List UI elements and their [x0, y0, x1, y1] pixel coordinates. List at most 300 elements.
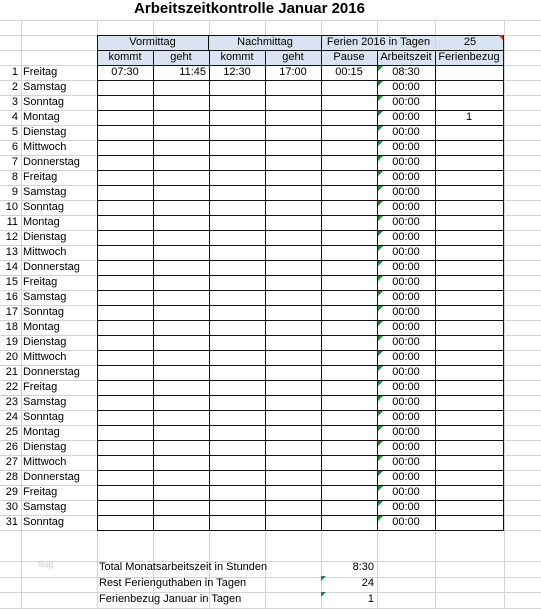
sheet-title[interactable]: Arbeitszeitkontrolle Januar 2016	[134, 0, 365, 17]
cell-arbeitszeit[interactable]: 00:00	[392, 501, 420, 513]
cell-nm-geht[interactable]	[265, 215, 321, 230]
day-name[interactable]: Donnerstag	[23, 261, 80, 273]
cell-vm-geht[interactable]	[153, 395, 209, 410]
day-name[interactable]: Mittwoch	[23, 351, 67, 363]
cell-pause[interactable]	[321, 185, 377, 200]
cell-ferienbezug[interactable]	[435, 335, 503, 350]
cell-nm-geht[interactable]	[265, 305, 321, 320]
cell-nm-kommt[interactable]	[209, 500, 265, 515]
summary-bezug-value[interactable]: 1	[367, 593, 374, 605]
day-name[interactable]: Samstag	[23, 501, 67, 513]
day-number[interactable]: 30	[5, 501, 18, 513]
cell-arbeitszeit[interactable]: 00:00	[392, 306, 420, 318]
cell-pause[interactable]	[321, 95, 377, 110]
cell-pause[interactable]	[321, 485, 377, 500]
cell-vm-geht[interactable]	[153, 230, 209, 245]
cell-ferienbezug[interactable]	[435, 140, 503, 155]
cell-pause[interactable]: 00:15	[335, 66, 363, 78]
day-number[interactable]: 13	[5, 246, 18, 258]
cell-nm-kommt[interactable]	[209, 365, 265, 380]
cell-vm-geht[interactable]	[153, 335, 209, 350]
day-number[interactable]: 15	[5, 276, 18, 288]
cell-nm-kommt[interactable]	[209, 95, 265, 110]
cell-vm-geht[interactable]	[153, 425, 209, 440]
header-nachmittag[interactable]: Nachmittag	[237, 36, 293, 48]
day-number[interactable]: 25	[5, 426, 18, 438]
day-number[interactable]: 29	[5, 486, 18, 498]
cell-ferienbezug[interactable]	[435, 410, 503, 425]
day-name[interactable]: Freitag	[23, 66, 58, 78]
cell-nm-geht[interactable]	[265, 140, 321, 155]
day-number[interactable]: 27	[5, 456, 18, 468]
cell-arbeitszeit[interactable]: 00:00	[392, 156, 420, 168]
day-number[interactable]: 21	[5, 366, 18, 378]
cell-nm-kommt[interactable]	[209, 230, 265, 245]
cell-ferienbezug[interactable]	[435, 500, 503, 515]
cell-vm-geht[interactable]	[153, 440, 209, 455]
header-ferien-label[interactable]: Ferien 2016 in Tagen	[326, 36, 431, 48]
cell-arbeitszeit[interactable]: 00:00	[392, 141, 420, 153]
cell-vm-geht[interactable]	[153, 215, 209, 230]
cell-nm-geht[interactable]	[265, 170, 321, 185]
cell-nm-kommt[interactable]	[209, 395, 265, 410]
cell-pause[interactable]	[321, 380, 377, 395]
day-name[interactable]: Freitag	[23, 381, 58, 393]
cell-arbeitszeit[interactable]: 00:00	[392, 246, 420, 258]
day-name[interactable]: Samstag	[23, 81, 67, 93]
cell-pause[interactable]	[321, 320, 377, 335]
cell-vm-geht[interactable]	[153, 290, 209, 305]
formula-marker	[378, 471, 383, 476]
day-number[interactable]: 8	[11, 171, 18, 183]
cell-pause[interactable]	[321, 275, 377, 290]
cell-vm-geht[interactable]	[153, 350, 209, 365]
day-name[interactable]: Samstag	[23, 291, 67, 303]
cell-vm-kommt[interactable]	[97, 380, 153, 395]
summary-total-label[interactable]: Total Monatsarbeitszeit in Stunden	[99, 561, 268, 573]
border-h	[97, 530, 504, 531]
cell-ferienbezug[interactable]	[435, 170, 503, 185]
day-number[interactable]: 17	[5, 306, 18, 318]
cell-ferienbezug[interactable]	[435, 245, 503, 260]
header-vm-geht[interactable]: geht	[170, 51, 192, 63]
cell-ferienbezug[interactable]	[435, 185, 503, 200]
cell-ferienbezug[interactable]	[435, 485, 503, 500]
cell-arbeitszeit[interactable]: 00:00	[392, 471, 420, 483]
cell-vm-geht[interactable]	[153, 200, 209, 215]
day-number[interactable]: 26	[5, 441, 18, 453]
cell-nm-kommt[interactable]	[209, 425, 265, 440]
cell-vm-kommt[interactable]	[97, 410, 153, 425]
cell-vm-kommt[interactable]	[97, 350, 153, 365]
cell-nm-kommt[interactable]	[209, 110, 265, 125]
cell-nm-geht[interactable]	[265, 485, 321, 500]
cell-pause[interactable]	[321, 110, 377, 125]
cell-vm-geht[interactable]: 11:45	[179, 66, 206, 78]
cell-vm-kommt[interactable]	[97, 500, 153, 515]
day-number[interactable]: 19	[5, 336, 18, 348]
cell-arbeitszeit[interactable]: 00:00	[392, 216, 420, 228]
day-number[interactable]: 2	[11, 81, 18, 93]
cell-nm-geht[interactable]	[265, 275, 321, 290]
cell-pause[interactable]	[321, 125, 377, 140]
cell-nm-geht[interactable]	[265, 290, 321, 305]
cell-nm-kommt[interactable]	[209, 245, 265, 260]
day-name[interactable]: Montag	[23, 321, 60, 333]
day-number[interactable]: 28	[5, 471, 18, 483]
cell-ferienbezug[interactable]	[435, 350, 503, 365]
day-name[interactable]: Mittwoch	[23, 456, 67, 468]
cell-ferienbezug[interactable]	[435, 470, 503, 485]
day-name[interactable]: Mittwoch	[23, 141, 67, 153]
cell-ferienbezug[interactable]	[435, 365, 503, 380]
cell-vm-geht[interactable]	[153, 455, 209, 470]
cell-nm-kommt[interactable]	[209, 200, 265, 215]
cell-ferienbezug[interactable]	[435, 80, 503, 95]
day-name[interactable]: Freitag	[23, 276, 58, 288]
header-arbeitszeit[interactable]: Arbeitszeit	[380, 51, 432, 63]
cell-nm-kommt[interactable]	[209, 335, 265, 350]
cell-vm-kommt[interactable]	[97, 140, 153, 155]
cell-vm-kommt[interactable]	[97, 200, 153, 215]
cell-arbeitszeit[interactable]: 00:00	[392, 366, 420, 378]
cell-nm-geht[interactable]	[265, 125, 321, 140]
cell-vm-geht[interactable]	[153, 95, 209, 110]
cell-ferienbezug[interactable]	[435, 380, 503, 395]
cell-vm-geht[interactable]	[153, 305, 209, 320]
summary-total-value[interactable]: 8:30	[352, 561, 374, 573]
day-number[interactable]: 31	[5, 516, 18, 528]
day-name[interactable]: Dienstag	[23, 441, 67, 453]
cell-vm-kommt[interactable]	[97, 215, 153, 230]
cell-pause[interactable]	[321, 80, 377, 95]
cell-nm-kommt[interactable]	[209, 455, 265, 470]
cell-pause[interactable]	[321, 515, 377, 530]
cell-arbeitszeit[interactable]: 00:00	[392, 261, 420, 273]
cell-vm-kommt[interactable]	[97, 245, 153, 260]
cell-nm-kommt[interactable]	[209, 485, 265, 500]
cell-ferienbezug[interactable]	[435, 200, 503, 215]
day-name[interactable]: Freitag	[23, 171, 58, 183]
cell-vm-kommt[interactable]	[97, 155, 153, 170]
cell-pause[interactable]	[321, 245, 377, 260]
cell-ferienbezug[interactable]	[435, 455, 503, 470]
cell-arbeitszeit[interactable]: 00:00	[392, 171, 420, 183]
cell-pause[interactable]	[321, 455, 377, 470]
cell-ferienbezug[interactable]	[435, 65, 503, 80]
cell-pause[interactable]	[321, 230, 377, 245]
day-number[interactable]: 22	[5, 381, 18, 393]
cell-pause[interactable]	[321, 365, 377, 380]
cell-ferienbezug[interactable]: 1	[465, 111, 473, 123]
day-name[interactable]: Samstag	[23, 186, 67, 198]
cell-nm-geht[interactable]	[265, 110, 321, 125]
cell-vm-kommt[interactable]	[97, 290, 153, 305]
day-number[interactable]: 23	[5, 396, 18, 408]
summary-rest-value[interactable]: 24	[361, 577, 374, 589]
cell-vm-kommt[interactable]	[97, 425, 153, 440]
header-ferien-value[interactable]: 25	[463, 36, 477, 48]
day-number[interactable]: 3	[11, 96, 18, 108]
cell-ferienbezug[interactable]	[435, 275, 503, 290]
cell-nm-kommt[interactable]	[209, 125, 265, 140]
cell-ferienbezug[interactable]	[435, 395, 503, 410]
day-name[interactable]: Mittwoch	[23, 246, 67, 258]
day-name[interactable]: Sonntag	[23, 411, 64, 423]
cell-pause[interactable]	[321, 395, 377, 410]
cell-nm-kommt[interactable]	[209, 275, 265, 290]
cell-arbeitszeit[interactable]: 00:00	[392, 186, 420, 198]
cell-nm-geht[interactable]	[265, 95, 321, 110]
day-name[interactable]: Montag	[23, 216, 60, 228]
cell-pause[interactable]	[321, 500, 377, 515]
cell-arbeitszeit[interactable]: 00:00	[392, 441, 420, 453]
cell-vm-geht[interactable]	[153, 245, 209, 260]
day-number[interactable]: 4	[11, 111, 18, 123]
cell-nm-geht[interactable]	[265, 335, 321, 350]
cell-arbeitszeit[interactable]: 00:00	[392, 126, 420, 138]
cell-nm-kommt[interactable]	[209, 470, 265, 485]
cell-vm-kommt[interactable]	[97, 305, 153, 320]
cell-pause[interactable]	[321, 425, 377, 440]
cell-pause[interactable]	[321, 260, 377, 275]
cell-vm-kommt[interactable]	[97, 170, 153, 185]
cell-vm-kommt[interactable]	[97, 260, 153, 275]
cell-arbeitszeit[interactable]: 00:00	[392, 396, 420, 408]
cell-arbeitszeit[interactable]: 00:00	[392, 291, 420, 303]
day-name[interactable]: Sonntag	[23, 516, 64, 528]
cell-arbeitszeit[interactable]: 00:00	[392, 516, 420, 528]
cell-nm-kommt[interactable]: 12:30	[223, 66, 251, 78]
cell-pause[interactable]	[321, 470, 377, 485]
day-name[interactable]: Montag	[23, 426, 60, 438]
cell-vm-geht[interactable]	[153, 140, 209, 155]
day-name[interactable]: Dienstag	[23, 126, 67, 138]
cell-arbeitszeit[interactable]: 00:00	[392, 426, 420, 438]
cell-nm-geht[interactable]	[265, 515, 321, 530]
cell-arbeitszeit[interactable]: 00:00	[392, 81, 420, 93]
cell-arbeitszeit[interactable]: 08:30	[392, 66, 420, 78]
summary-rest-label[interactable]: Rest Ferienguthaben in Tagen	[99, 577, 247, 589]
cell-ferienbezug[interactable]	[435, 425, 503, 440]
cell-pause[interactable]	[321, 215, 377, 230]
day-number[interactable]: 24	[5, 411, 18, 423]
day-name[interactable]: Freitag	[23, 486, 58, 498]
cell-pause[interactable]	[321, 350, 377, 365]
cell-vm-kommt[interactable]	[97, 320, 153, 335]
day-name[interactable]: Sonntag	[23, 306, 64, 318]
day-number[interactable]: 16	[5, 291, 18, 303]
cell-nm-geht[interactable]	[265, 395, 321, 410]
cell-vm-kommt[interactable]	[97, 110, 153, 125]
cell-vm-kommt[interactable]	[97, 440, 153, 455]
cell-vm-kommt[interactable]	[97, 125, 153, 140]
cell-nm-geht[interactable]	[265, 380, 321, 395]
cell-arbeitszeit[interactable]: 00:00	[392, 276, 420, 288]
cell-nm-geht[interactable]	[265, 260, 321, 275]
cell-arbeitszeit[interactable]: 00:00	[392, 381, 420, 393]
cell-pause[interactable]	[321, 440, 377, 455]
day-number[interactable]: 7	[11, 156, 18, 168]
day-number[interactable]: 6	[11, 141, 18, 153]
day-name[interactable]: Sonntag	[23, 96, 64, 108]
day-number[interactable]: 14	[5, 261, 18, 273]
cell-vm-geht[interactable]	[153, 365, 209, 380]
day-name[interactable]: Samstag	[23, 396, 67, 408]
cell-vm-kommt[interactable]	[97, 485, 153, 500]
day-name[interactable]: Dienstag	[23, 336, 67, 348]
cell-arbeitszeit[interactable]: 00:00	[392, 111, 420, 123]
formula-marker	[378, 156, 383, 161]
cell-nm-kommt[interactable]	[209, 155, 265, 170]
cell-vm-geht[interactable]	[153, 515, 209, 530]
cell-vm-kommt[interactable]	[97, 395, 153, 410]
header-vm-kommt[interactable]: kommt	[108, 51, 142, 63]
cell-nm-geht[interactable]	[265, 185, 321, 200]
cell-vm-kommt[interactable]	[97, 80, 153, 95]
cell-nm-kommt[interactable]	[209, 305, 265, 320]
cell-nm-kommt[interactable]	[209, 185, 265, 200]
cell-ferienbezug[interactable]	[435, 305, 503, 320]
day-name[interactable]: Donnerstag	[23, 366, 80, 378]
cell-pause[interactable]	[321, 200, 377, 215]
cell-arbeitszeit[interactable]: 00:00	[392, 231, 420, 243]
cell-pause[interactable]	[321, 410, 377, 425]
cell-nm-geht[interactable]	[265, 80, 321, 95]
cell-vm-kommt[interactable]	[97, 335, 153, 350]
cell-ferienbezug[interactable]	[435, 155, 503, 170]
cell-nm-geht[interactable]	[265, 470, 321, 485]
day-name[interactable]: Donnerstag	[23, 156, 80, 168]
cell-nm-kommt[interactable]	[209, 260, 265, 275]
cell-pause[interactable]	[321, 335, 377, 350]
cell-vm-kommt[interactable]	[97, 365, 153, 380]
day-number[interactable]: 18	[5, 321, 18, 333]
cell-vm-kommt[interactable]	[97, 275, 153, 290]
cell-arbeitszeit[interactable]: 00:00	[392, 336, 420, 348]
header-nm-kommt[interactable]: kommt	[220, 51, 254, 63]
day-number[interactable]: 9	[11, 186, 18, 198]
cell-ferienbezug[interactable]	[435, 290, 503, 305]
cell-vm-kommt[interactable]	[97, 95, 153, 110]
cell-vm-geht[interactable]	[153, 125, 209, 140]
cell-nm-kommt[interactable]	[209, 140, 265, 155]
cell-pause[interactable]	[321, 140, 377, 155]
cell-pause[interactable]	[321, 170, 377, 185]
day-name[interactable]: Montag	[23, 111, 60, 123]
cell-vm-kommt[interactable]	[97, 230, 153, 245]
cell-nm-kommt[interactable]	[209, 380, 265, 395]
cell-pause[interactable]	[321, 305, 377, 320]
cell-nm-geht[interactable]	[265, 245, 321, 260]
cell-pause[interactable]	[321, 290, 377, 305]
cell-vm-geht[interactable]	[153, 410, 209, 425]
cell-nm-geht[interactable]	[265, 200, 321, 215]
cell-nm-kommt[interactable]	[209, 320, 265, 335]
cell-nm-geht[interactable]: 17:00	[279, 66, 307, 78]
cell-vm-kommt[interactable]	[97, 455, 153, 470]
day-name[interactable]: Sonntag	[23, 201, 64, 213]
cell-vm-geht[interactable]	[153, 380, 209, 395]
cell-vm-geht[interactable]	[153, 320, 209, 335]
cell-nm-geht[interactable]	[265, 350, 321, 365]
cell-vm-geht[interactable]	[153, 485, 209, 500]
cell-arbeitszeit[interactable]: 00:00	[392, 96, 420, 108]
header-pause[interactable]: Pause	[333, 51, 365, 63]
cell-nm-kommt[interactable]	[209, 410, 265, 425]
day-number[interactable]: 20	[5, 351, 18, 363]
cell-nm-geht[interactable]	[265, 365, 321, 380]
cell-vm-geht[interactable]	[153, 170, 209, 185]
cell-arbeitszeit[interactable]: 00:00	[392, 351, 420, 363]
cell-vm-geht[interactable]	[153, 260, 209, 275]
cell-nm-geht[interactable]	[265, 440, 321, 455]
cell-vm-kommt[interactable]	[97, 470, 153, 485]
cell-nm-geht[interactable]	[265, 455, 321, 470]
header-vormittag[interactable]: Vormittag	[129, 36, 176, 48]
cell-arbeitszeit[interactable]: 00:00	[392, 321, 420, 333]
day-number[interactable]: 11	[6, 216, 18, 228]
cell-arbeitszeit[interactable]: 00:00	[392, 201, 420, 213]
cell-vm-kommt[interactable]	[97, 515, 153, 530]
day-name[interactable]: Donnerstag	[23, 471, 80, 483]
cell-vm-geht[interactable]	[153, 470, 209, 485]
cell-nm-geht[interactable]	[265, 410, 321, 425]
cell-nm-kommt[interactable]	[209, 80, 265, 95]
cell-vm-geht[interactable]	[153, 110, 209, 125]
day-number[interactable]: 5	[11, 126, 18, 138]
cell-arbeitszeit[interactable]: 00:00	[392, 486, 420, 498]
cell-nm-kommt[interactable]	[209, 215, 265, 230]
cell-ferienbezug[interactable]	[435, 125, 503, 140]
cell-vm-kommt[interactable]	[97, 185, 153, 200]
cell-ferienbezug[interactable]	[435, 320, 503, 335]
cell-nm-geht[interactable]	[265, 320, 321, 335]
header-ferienbezug[interactable]: Ferienbezug	[438, 51, 500, 63]
cell-arbeitszeit[interactable]: 00:00	[392, 456, 420, 468]
cell-ferienbezug[interactable]	[435, 440, 503, 455]
cell-ferienbezug[interactable]	[435, 215, 503, 230]
cell-ferienbezug[interactable]	[435, 95, 503, 110]
cell-vm-kommt[interactable]: 07:30	[111, 66, 139, 78]
cell-nm-kommt[interactable]	[209, 290, 265, 305]
cell-nm-kommt[interactable]	[209, 350, 265, 365]
cell-arbeitszeit[interactable]: 00:00	[392, 411, 420, 423]
cell-ferienbezug[interactable]	[435, 515, 503, 530]
cell-nm-geht[interactable]	[265, 155, 321, 170]
summary-bezug-label[interactable]: Ferienbezug Januar in Tagen	[99, 593, 242, 605]
day-number[interactable]: 1	[11, 66, 18, 78]
cell-nm-kommt[interactable]	[209, 170, 265, 185]
cell-vm-geht[interactable]	[153, 80, 209, 95]
cell-nm-kommt[interactable]	[209, 440, 265, 455]
day-number[interactable]: 12	[5, 231, 18, 243]
cell-nm-geht[interactable]	[265, 425, 321, 440]
day-number[interactable]: 10	[5, 201, 18, 213]
cell-ferienbezug[interactable]	[435, 260, 503, 275]
cell-nm-geht[interactable]	[265, 230, 321, 245]
cell-vm-geht[interactable]	[153, 155, 209, 170]
cell-pause[interactable]	[321, 155, 377, 170]
day-name[interactable]: Dienstag	[23, 231, 67, 243]
cell-vm-geht[interactable]	[153, 185, 209, 200]
cell-nm-geht[interactable]	[265, 500, 321, 515]
cell-vm-geht[interactable]	[153, 500, 209, 515]
header-nm-geht[interactable]: geht	[282, 51, 304, 63]
cell-ferienbezug[interactable]	[435, 230, 503, 245]
cell-nm-kommt[interactable]	[209, 515, 265, 530]
cell-vm-geht[interactable]	[153, 275, 209, 290]
